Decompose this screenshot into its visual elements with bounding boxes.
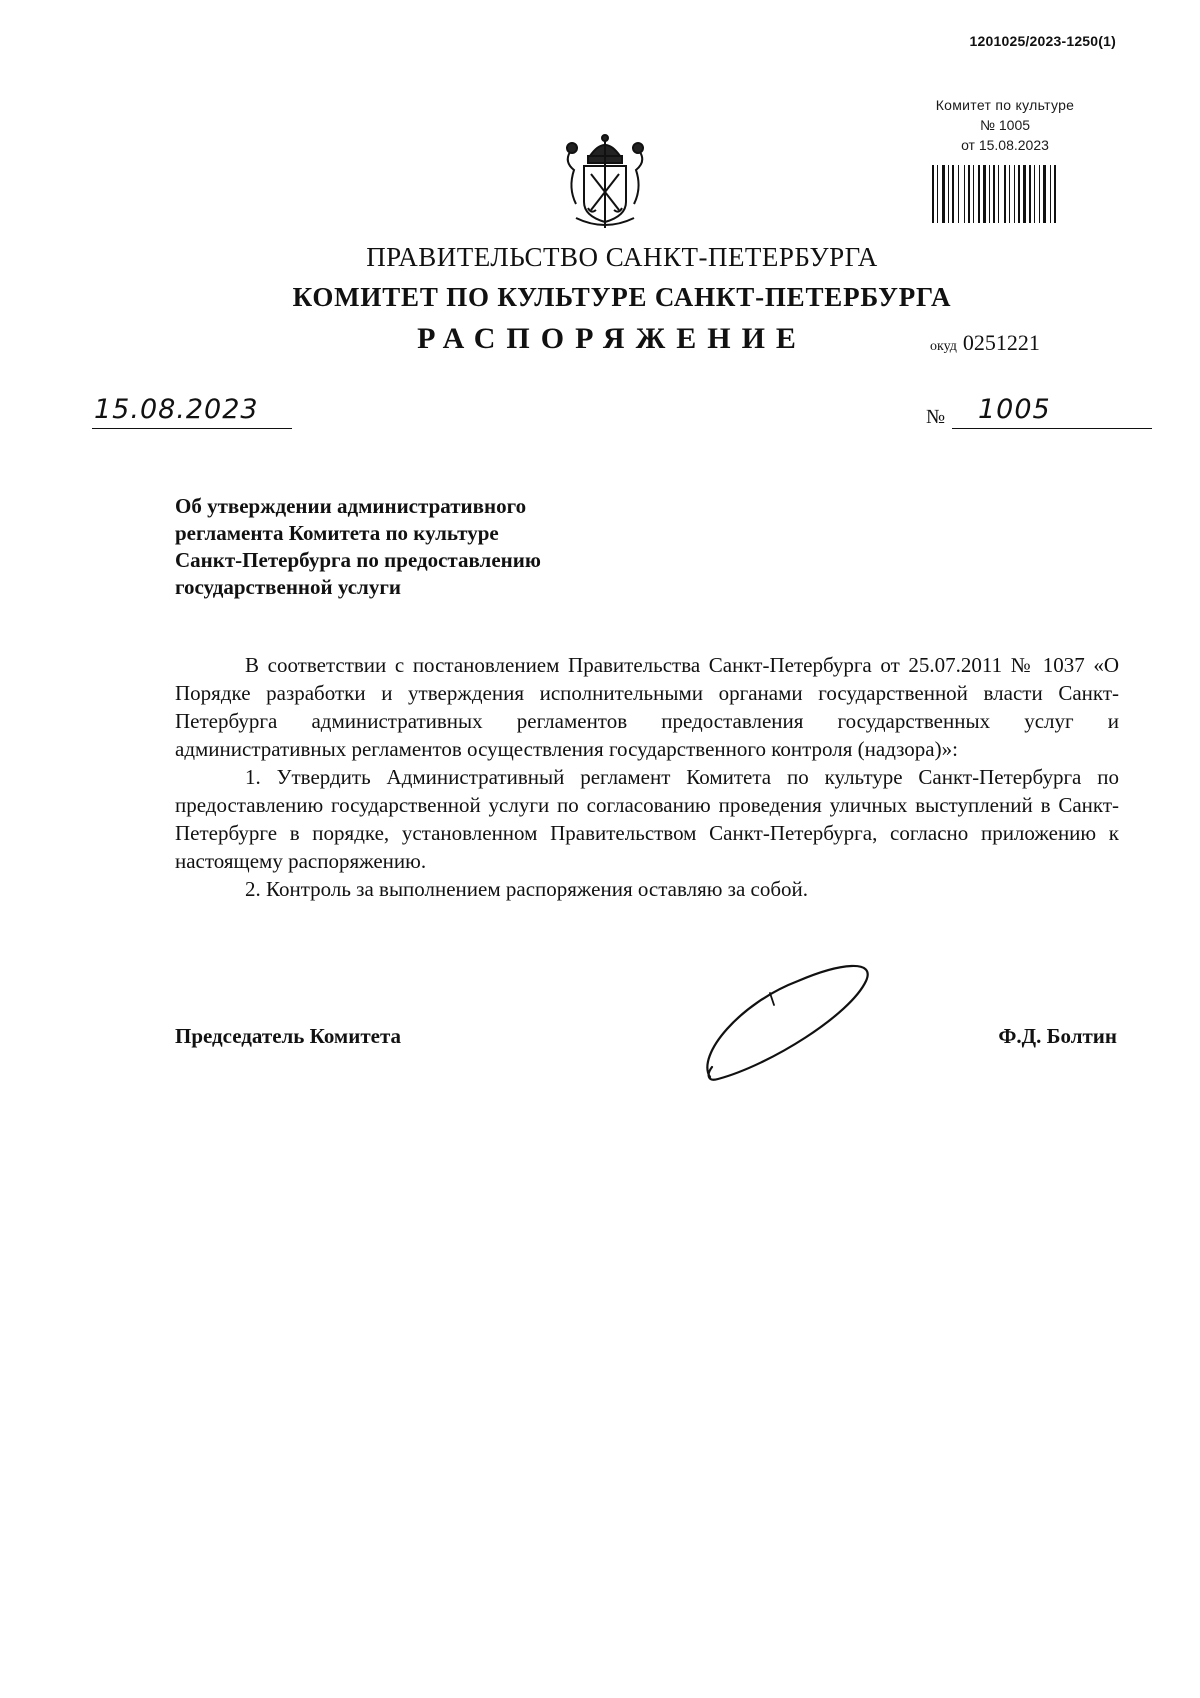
coat-of-arms-icon xyxy=(560,132,650,232)
document-type: РАСПОРЯЖЕНИЕ xyxy=(417,322,807,355)
registration-code: 1201025/2023-1250(1) xyxy=(969,33,1116,49)
okud-code xyxy=(930,330,1040,356)
document-number: 1005 xyxy=(978,394,1051,425)
government-title: ПРАВИТЕЛЬСТВО САНКТ-ПЕТЕРБУРГА xyxy=(366,242,878,272)
subject-line: Об утверждении административного xyxy=(175,494,527,518)
handwritten-signature xyxy=(700,955,880,1085)
body-paragraph: В соответствии с постановлением Правительства Санкт-Петербурга от 25.07.2011 № 1037 «О Порядке разработки и утверждения исполнительными органами государственной власти Санкт-Петербурга административных регламентов предоставления государственных услуг и административных регламентов осуществления государственного контроля (надзора)»: xyxy=(175,653,1119,761)
document-number-field xyxy=(952,394,1152,429)
committee-title: КОМИТЕТ ПО КУЛЬТУРЕ САНКТ-ПЕТЕРБУРГА xyxy=(292,282,952,312)
document-subject xyxy=(175,493,541,601)
document-date: 15.08.2023 xyxy=(94,394,259,425)
body-paragraph: 1. Утвердить Административный регламент Комитета по культуре Санкт-Петербурга по предоставлению государственной услуги по согласованию проведения уличных выступлений в Санкт-Петербурге в порядке, установленном Правительством Санкт-Петербурга, согласно приложению к настоящему распоряжению. xyxy=(175,765,1119,873)
okud-label: окуд xyxy=(930,339,957,354)
incoming-stamp xyxy=(915,95,1095,155)
document-date-field xyxy=(92,394,292,429)
stamp-organization: Комитет по культуре xyxy=(935,97,1075,113)
subject-line: регламента Комитета по культуре xyxy=(175,521,499,545)
signatory-role: Председатель Комитета xyxy=(175,1024,402,1048)
signatory-name: Ф.Д. Болтин xyxy=(998,1024,1117,1048)
number-label: № xyxy=(926,406,946,428)
body-paragraph: 2. Контроль за выполнением распоряжения оставляю за собой. xyxy=(245,877,809,901)
stamp-date: от 15.08.2023 xyxy=(961,137,1049,153)
subject-line: Санкт-Петербурга по предоставлению xyxy=(175,548,541,572)
barcode-icon xyxy=(930,165,1090,223)
document-body xyxy=(175,651,1119,903)
stamp-number: № 1005 xyxy=(979,117,1031,133)
subject-line: государственной услуги xyxy=(175,575,401,599)
okud-value: 0251221 xyxy=(962,330,1040,355)
